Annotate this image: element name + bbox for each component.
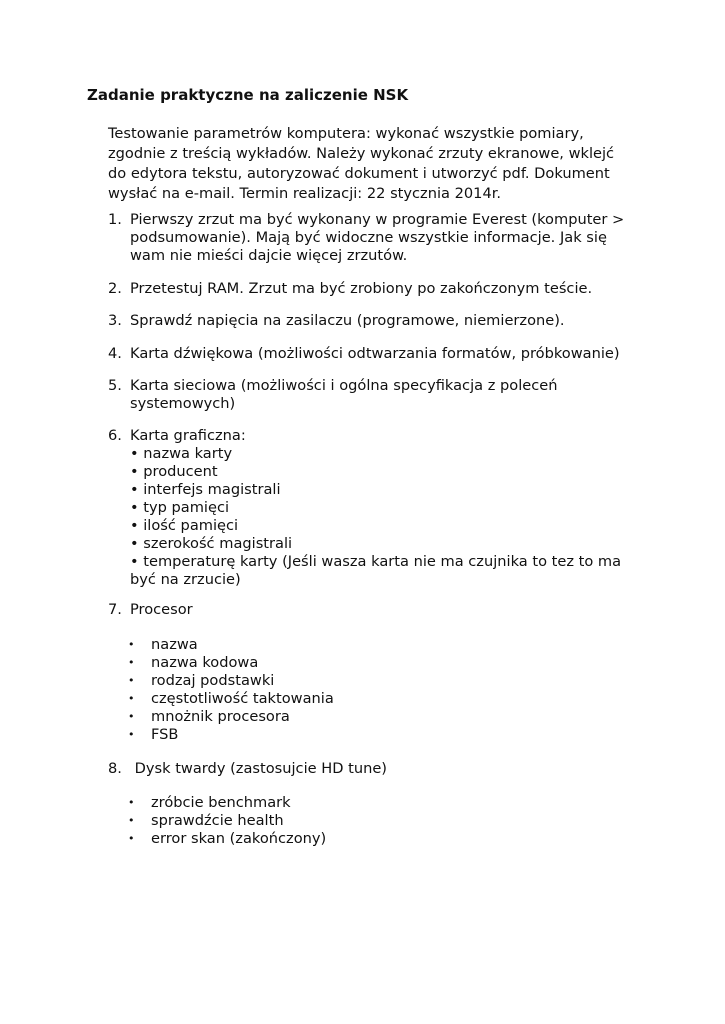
bullet-icon: •: [128, 814, 135, 827]
item-line: podsumowanie). Mają być widoczne wszystkie informacje. Jak się: [130, 229, 607, 246]
item-line: wam nie mieści dajcie więcej zrzutów.: [130, 247, 408, 264]
item-line: • szerokość magistrali: [130, 535, 293, 552]
item-line: • interfejs magistrali: [130, 481, 281, 498]
item-number: 6.: [108, 427, 122, 444]
bullet-text: error skan (zakończony): [151, 830, 327, 847]
item-line: Sprawdź napięcia na zasilaczu (programowe, niemierzone).: [130, 312, 565, 329]
item-line: • producent: [130, 463, 218, 480]
intro-line: wysłać na e-mail. Termin realizacji: 22 stycznia 2014r.: [108, 185, 502, 202]
bullet-text: nazwa: [151, 636, 198, 653]
document-title: Zadanie praktyczne na zaliczenie NSK: [87, 86, 409, 104]
item-line: • temperaturę karty (Jeśli wasza karta nie ma czujnika to tez to ma: [130, 553, 622, 570]
bullet-text: nazwa kodowa: [151, 654, 259, 671]
item-line: systemowych): [130, 395, 236, 412]
bullet-text: sprawdźcie health: [151, 812, 284, 829]
bullet-icon: •: [128, 710, 135, 723]
intro-paragraph: [108, 124, 648, 204]
item-number: 2.: [108, 280, 122, 297]
item-line: Przetestuj RAM. Zrzut ma być zrobiony po zakończonym teście.: [130, 280, 593, 297]
item-number: 8.: [108, 760, 122, 777]
item-line: Karta dźwiękowa (możliwości odtwarzania formatów, próbkowanie): [130, 345, 620, 362]
intro-line: zgodnie z treścią wykładów. Należy wykonać zrzuty ekranowe, wklejć: [108, 145, 615, 162]
bullet-icon: •: [128, 692, 135, 705]
bullet-icon: •: [128, 656, 135, 669]
intro-line: Testowanie parametrów komputera: wykonać wszystkie pomiary,: [108, 125, 584, 142]
item-line: Procesor: [130, 601, 193, 618]
item-number: 3.: [108, 312, 122, 329]
intro-line: do edytora tekstu, autoryzować dokument i utworzyć pdf. Dokument: [108, 165, 610, 182]
item-number: 4.: [108, 345, 122, 362]
bullet-text: częstotliwość taktowania: [151, 690, 334, 707]
item-line: • typ pamięci: [130, 499, 230, 516]
bullet-icon: •: [128, 832, 135, 845]
item-line: • ilość pamięci: [130, 517, 239, 534]
item-number: 5.: [108, 377, 122, 394]
item-line: • nazwa karty: [130, 445, 233, 462]
bullet-icon: •: [128, 796, 135, 809]
item-line: Pierwszy zrzut ma być wykonany w programie Everest (komputer >: [130, 211, 625, 228]
item-number: 7.: [108, 601, 122, 618]
bullet-text: mnożnik procesora: [151, 708, 290, 725]
item-line: Karta graficzna:: [130, 427, 246, 444]
bullet-text: FSB: [151, 726, 179, 743]
item-line: być na zrzucie): [130, 571, 241, 588]
item-line: Dysk twardy (zastosujcie HD tune): [130, 760, 387, 777]
bullet-icon: •: [128, 674, 135, 687]
item-number: 1.: [108, 211, 122, 228]
bullet-text: zróbcie benchmark: [151, 794, 291, 811]
bullet-text: rodzaj podstawki: [151, 672, 275, 689]
bullet-icon: •: [128, 728, 135, 741]
item-line: Karta sieciowa (możliwości i ogólna specyfikacja z poleceń: [130, 377, 558, 394]
bullet-icon: •: [128, 638, 135, 651]
